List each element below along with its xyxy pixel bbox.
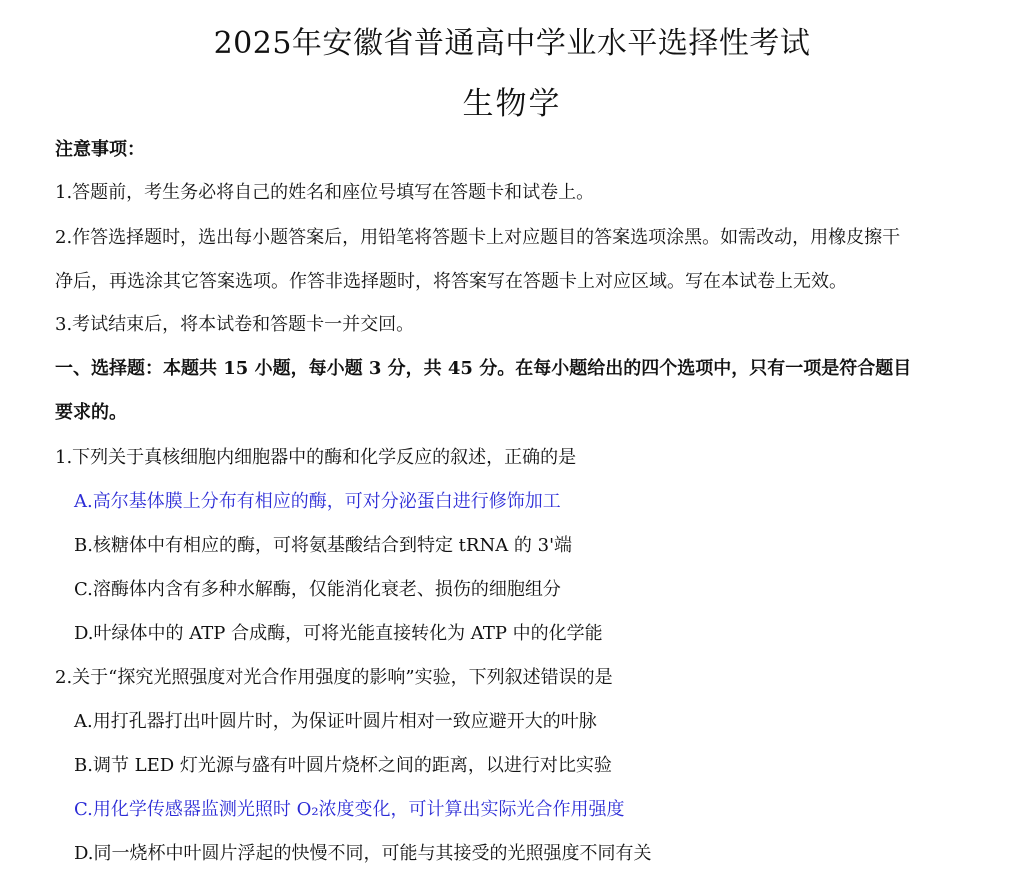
- question-2-option-a: A.用打孔器打出叶圆片时，为保证叶圆片相对一致应避开大的叶脉: [74, 711, 597, 732]
- notice-item-3: 3.考试结束后，将本试卷和答题卡一并交回。: [55, 314, 415, 335]
- question-1-stem: 1.下列关于真核细胞内细胞器中的酶和化学反应的叙述，正确的是: [55, 447, 577, 468]
- question-1-option-a: A.高尔基体膜上分布有相应的酶，可对分泌蛋白进行修饰加工: [74, 491, 561, 512]
- section-1-heading-line-2: 要求的。: [55, 402, 127, 423]
- notice-item-1: 1.答题前，考生务必将自己的姓名和座位号填写在答题卡和试卷上。: [55, 182, 595, 203]
- notice-item-2-line-1: 2.作答选择题时，选出每小题答案后，用铅笔将答题卡上对应题目的答案选项涂黑。如需改动，用橡皮擦干: [55, 227, 901, 248]
- question-1-option-d: D.叶绿体中的 ATP 合成酶，可将光能直接转化为 ATP 中的化学能: [74, 623, 603, 644]
- question-1-option-c: C.溶酶体内含有多种水解酶，仅能消化衰老、损伤的细胞组分: [74, 579, 561, 600]
- exam-title: 2025年安徽省普通高中学业水平选择性考试: [213, 26, 811, 61]
- exam-subject: 生物学: [462, 86, 562, 122]
- notice-item-2-line-2: 净后，再选涂其它答案选项。作答非选择题时，将答案写在答题卡上对应区域。写在本试卷上无效。: [55, 271, 847, 292]
- question-2-option-c: C.用化学传感器监测光照时 O₂浓度变化，可计算出实际光合作用强度: [74, 799, 625, 820]
- question-1-option-b: B.核糖体中有相应的酶，可将氨基酸结合到特定 tRNA 的 3'端: [74, 535, 573, 556]
- question-2-option-b: B.调节 LED 灯光源与盛有叶圆片烧杯之间的距离，以进行对比实验: [74, 755, 612, 776]
- question-2-stem: 2.关于“探究光照强度对光合作用强度的影响”实验，下列叙述错误的是: [55, 667, 613, 688]
- question-2-option-d: D.同一烧杯中叶圆片浮起的快慢不同，可能与其接受的光照强度不同有关: [74, 843, 652, 864]
- section-1-heading-line-1: 一、选择题：本题共 15 小题，每小题 3 分，共 45 分。在每小题给出的四个选项中，只有一项是符合题目: [55, 358, 912, 379]
- notice-heading: 注意事项：: [55, 139, 145, 160]
